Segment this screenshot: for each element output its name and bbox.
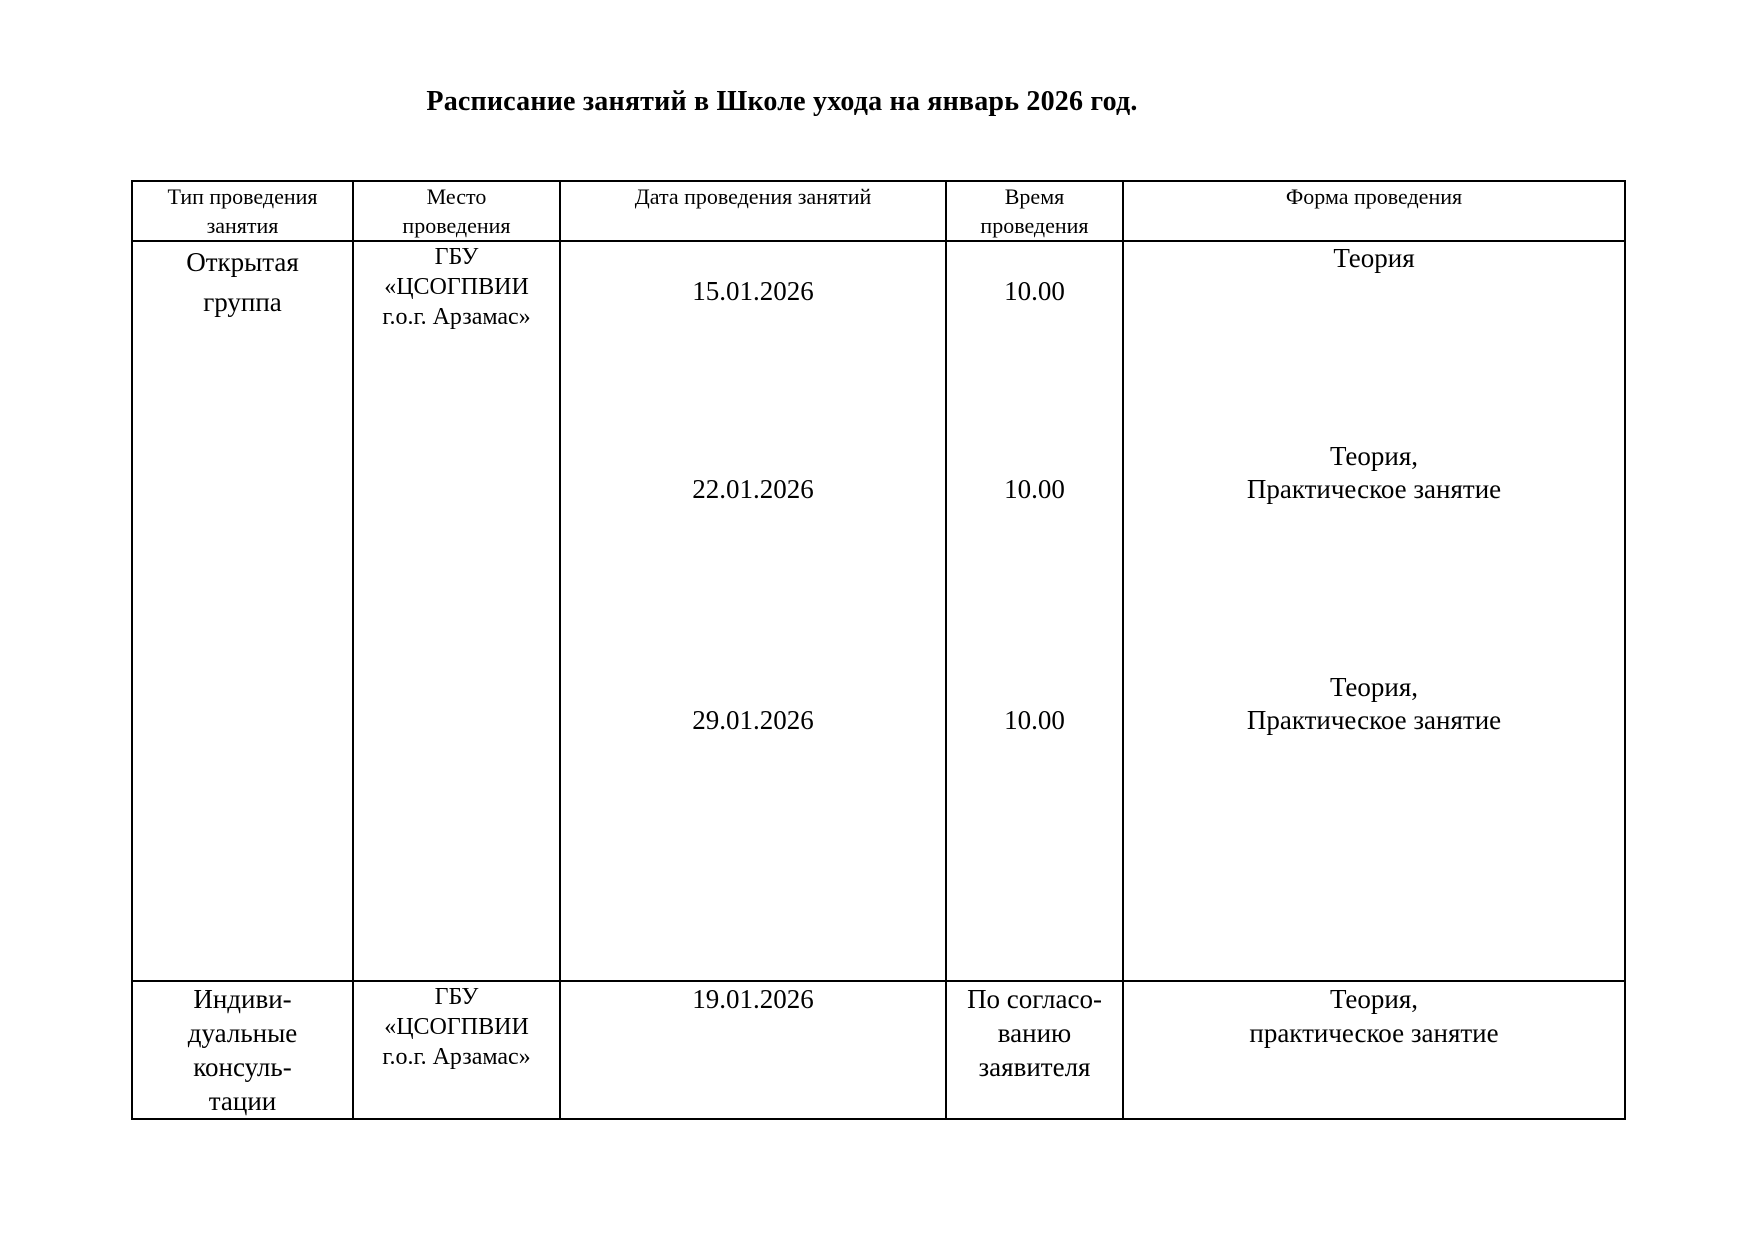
schedule-table <box>131 180 1626 1120</box>
header-row <box>132 181 1625 241</box>
cell-individual-forms: Теория, практическое занятие <box>1123 981 1625 1119</box>
cell-individual-type: Индиви- дуальные консуль- тации <box>132 981 353 1119</box>
header-cell-type: Тип проведения занятия <box>132 181 353 241</box>
cell-open-group-type: Открытая группа <box>132 241 353 981</box>
header-cell-time: Время проведения <box>946 181 1123 241</box>
table-row-individual-consultations <box>132 981 1625 1119</box>
header-cell-date: Дата проведения занятий <box>560 181 946 241</box>
header-cell-form: Форма проведения <box>1123 181 1625 241</box>
page-title: Расписание занятий в Школе ухода на январь 2026 год. <box>426 86 1138 117</box>
cell-individual-times: По согласо- ванию заявителя <box>946 981 1123 1119</box>
cell-individual-dates: 19.01.2026 <box>560 981 946 1119</box>
cell-open-group-forms: Теория Теория, Практическое занятие Теория, Практическое занятие <box>1123 241 1625 981</box>
cell-open-group-dates: 15.01.2026 22.01.2026 29.01.2026 <box>560 241 946 981</box>
header-cell-place: Место проведения <box>353 181 560 241</box>
table-row-open-group <box>132 241 1625 981</box>
cell-open-group-place: ГБУ «ЦСОГПВИИ г.о.г. Арзамас» <box>353 241 560 981</box>
cell-open-group-times: 10.00 10.00 10.00 <box>946 241 1123 981</box>
cell-individual-place: ГБУ «ЦСОГПВИИ г.о.г. Арзамас» <box>353 981 560 1119</box>
